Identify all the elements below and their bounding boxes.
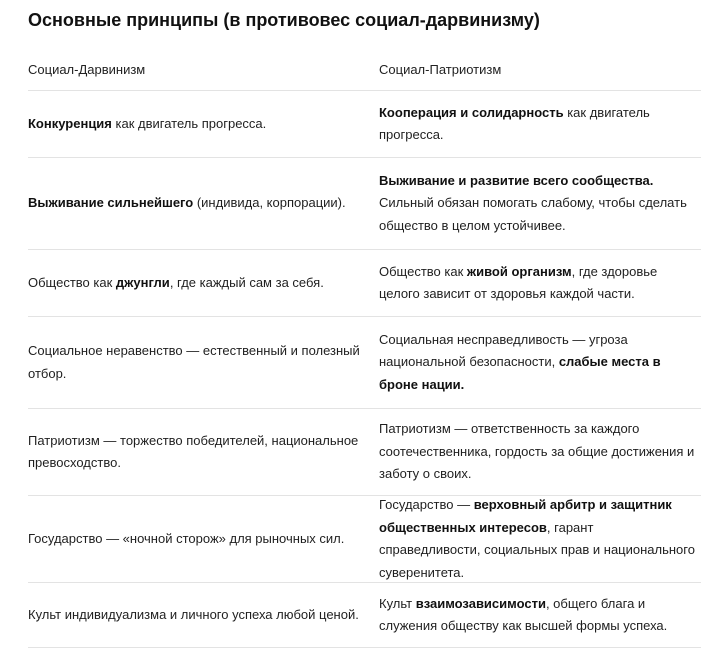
cell-social-patriotism: [379, 329, 701, 397]
cell-text: Государство —: [379, 497, 474, 512]
cell-text: как двигатель прогресса.: [111, 115, 267, 131]
cell-text: , гарант справедливости, социальных прав и национального суверенитета.: [379, 519, 695, 580]
page-title: Основные принципы (в противовес социал-дарвинизму): [28, 10, 540, 30]
cell-bold-text: слабые места в броне нации.: [379, 354, 661, 392]
cell-text: , общего блага и служения обществу как высшей формы успеха.: [379, 595, 668, 633]
table-row: [28, 496, 701, 583]
cell-text: , где здоровье целого зависит от здоровья каждой части.: [379, 263, 658, 301]
cell-text: Социальное неравенство — естественный и полезный отбор.: [28, 343, 360, 381]
cell-social-darwinism: [28, 113, 379, 136]
cell-bold-text: джунгли: [115, 274, 170, 290]
cell-text: Патриотизм — ответственность за каждого соотечественника, гордость за общие достижения и заботу о своих.: [379, 421, 695, 482]
cell-social-darwinism: [28, 430, 379, 475]
cell-social-patriotism: [379, 261, 701, 306]
table-row: [28, 91, 701, 158]
cell-text: (индивида, корпорации).: [193, 195, 346, 211]
cell-social-darwinism: [28, 272, 379, 295]
cell-social-darwinism: [28, 340, 379, 385]
cell-social-darwinism: [28, 192, 379, 215]
cell-text: , где каждый сам за себя.: [169, 274, 324, 290]
cell-bold-text: Конкуренция: [28, 115, 112, 131]
cell-text: Культ индивидуализма и личного успеха любой ценой.: [28, 606, 359, 622]
cell-text: Культ: [379, 595, 416, 611]
cell-bold-text: верховный арбитр и защитник общественных интересов: [379, 497, 672, 535]
cell-text: Социальная несправедливость — угроза национальной безопасности,: [379, 331, 628, 370]
cell-bold-text: живой организм: [466, 263, 572, 279]
table-row: [28, 317, 701, 409]
cell-bold-text: Выживание сильнейшего: [28, 195, 194, 211]
cell-bold-text: Кооперация и солидарность: [379, 104, 564, 120]
cell-social-patriotism: [379, 102, 701, 147]
cell-social-darwinism: [28, 528, 379, 551]
table-row: [28, 250, 701, 317]
cell-social-patriotism: [379, 494, 701, 584]
column-header-social-patriotism: Социал-Патриотизм: [379, 61, 502, 77]
cell-bold-text: взаимозависимости: [415, 595, 546, 611]
cell-text: Общество как: [28, 274, 116, 290]
cell-text: Государство — «ночной сторож» для рыночных сил.: [28, 530, 345, 546]
table-row: [28, 409, 701, 496]
table-header-row: [28, 50, 701, 91]
table-row: [28, 583, 701, 648]
cell-bold-text: Выживание и развитие всего сообщества.: [379, 172, 654, 188]
cell-social-darwinism: [28, 604, 379, 627]
cell-social-patriotism: [379, 170, 701, 238]
comparison-table: [28, 50, 701, 648]
table-row: [28, 158, 701, 250]
cell-text: как двигатель прогресса.: [379, 104, 650, 142]
cell-social-patriotism: [379, 593, 701, 638]
cell-text: Патриотизм — торжество победителей, национальное превосходство.: [28, 432, 359, 470]
cell-social-patriotism: [379, 418, 701, 486]
cell-text: Сильный обязан помогать слабому, чтобы сделать общество в целом устойчивее.: [379, 195, 687, 233]
column-header-social-darwinism: Социал-Дарвинизм: [28, 61, 146, 77]
cell-text: Общество как: [379, 263, 467, 279]
table-body: [28, 91, 701, 648]
